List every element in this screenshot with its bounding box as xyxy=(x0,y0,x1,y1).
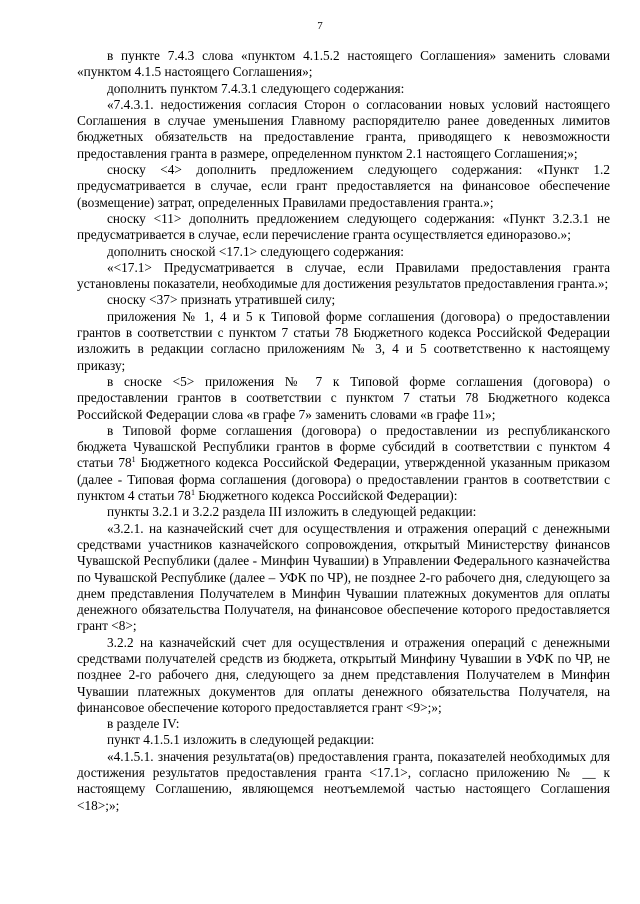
paragraph: в разделе IV: xyxy=(107,716,180,732)
paragraph-text: Бюджетного кодекса Российской Федерации, утвержденной указанным приказом (далее - Типовая форма соглашения (договора) о предоставлении грантов в соответствии с пунктом 4 статьи 78 xyxy=(77,455,611,504)
paragraph: пункт 4.1.5.1 изложить в следующей редакции: xyxy=(107,732,375,748)
paragraph: «<17.1> Предусматривается в случае, если Правилами предоставления гранта установлены показатели, необходимые для достижения результатов предоставления гранта.»; xyxy=(77,259,610,292)
paragraph-text: Бюджетного кодекса Российской Федерации): xyxy=(194,488,458,504)
paragraph: приложения № 1, 4 и 5 к Типовой форме соглашения (договора) о предоставлении грантов в соответствии с пунктом 7 статьи 78 Бюджетного кодекса Российской Федерации изложить в редакции согласно приложениям № 3, 4 и 5 соответственно к настоящему приказу; xyxy=(77,308,610,373)
superscript: 1 xyxy=(131,455,136,465)
paragraph: «3.2.1. на казначейский счет для осуществления и отражения операций с денежными средствами участников казначейского сопровождения, открытый Министерству финансов Чувашской Республики (далее - Минфин Чувашии) в Управлении Федерального казначейства по Чувашской Республике (далее – УФК по ЧР), не позднее 2-го рабочего дня, следующего за днем представления Получателем в Минфин Чувашии платежных документов для оплаты денежного обязательства Получателя, на финансовое обеспечение которого предоставляется грант <8>; xyxy=(77,520,610,634)
paragraph-text: в Типовой форме соглашения (договора) о предоставлении из республиканского бюджета Чувашской Республики грантов в форме субсидий в соответствии с пунктом 4 статьи 78 xyxy=(77,422,610,471)
paragraph: 3.2.2 на казначейский счет для осуществления и отражения операций с денежными средствами получателей средств из бюджета, открытый Минфину Чувашии в УФК по ЧР, не позднее 2-го рабочего дня, следующего за днем представления Получателем в Минфин Чувашии платежных документов для оплаты денежного обязательства Получателя, на финансовое обеспечение которого предоставляется грант <9>;»; xyxy=(77,634,610,715)
paragraph: «4.1.5.1. значения результата(ов) предоставления гранта, показателей необходимых для достижения результатов предоставления гранта <17.1>, согласно приложению № __ к настоящему Соглашению, являющемся неотъемлемой частью настоящего Соглашения <18>;»; xyxy=(77,748,610,813)
paragraph: «7.4.3.1. недостижения согласия Сторон о согласовании новых условий настоящего Соглашения в случае уменьшения Главному распорядителю ранее доведенных лимитов бюджетных обязательств на предоставление гранта, приводящего к невозможности предоставления гранта в размере, определенном пунктом 2.1 настоящего Соглашения;»; xyxy=(77,96,610,161)
paragraph: сноску <37> признать утратившей силу; xyxy=(107,292,336,308)
document-body xyxy=(77,48,610,814)
page-number: 7 xyxy=(317,20,323,32)
paragraph: дополнить сноской <17.1> следующего содержания: xyxy=(107,243,404,259)
paragraph: сноску <11> дополнить предложением следующего содержания: «Пункт 3.2.3.1 не предусматривается в случае, если перечисление гранта осуществляется единоразово.»; xyxy=(77,210,610,243)
paragraph: дополнить пунктом 7.4.3.1 следующего содержания: xyxy=(107,80,405,96)
superscript: 1 xyxy=(190,488,195,498)
paragraph: сноску <4> дополнить предложением следующего содержания: «Пункт 1.2 предусматривается в случае, если грант предоставляется на финансовое обеспечение (возмещение) затрат, определенных Правилами предоставления гранта.»; xyxy=(77,162,610,210)
paragraph-with-superscript xyxy=(77,423,610,504)
paragraph: в пункте 7.4.3 слова «пунктом 4.1.5.2 настоящего Соглашения» заменить словами «пунктом 4.1.5 настоящего Соглашения»; xyxy=(77,48,610,80)
paragraph: пункты 3.2.1 и 3.2.2 раздела III изложить в следующей редакции: xyxy=(107,504,477,520)
paragraph: в сноске <5> приложения № 7 к Типовой форме соглашения (договора) о предоставлении грантов в соответствии с пунктом 7 статьи 78 Бюджетного кодекса Российской Федерации слова «в графе 7» заменить словами «в графе 11»; xyxy=(77,373,610,422)
